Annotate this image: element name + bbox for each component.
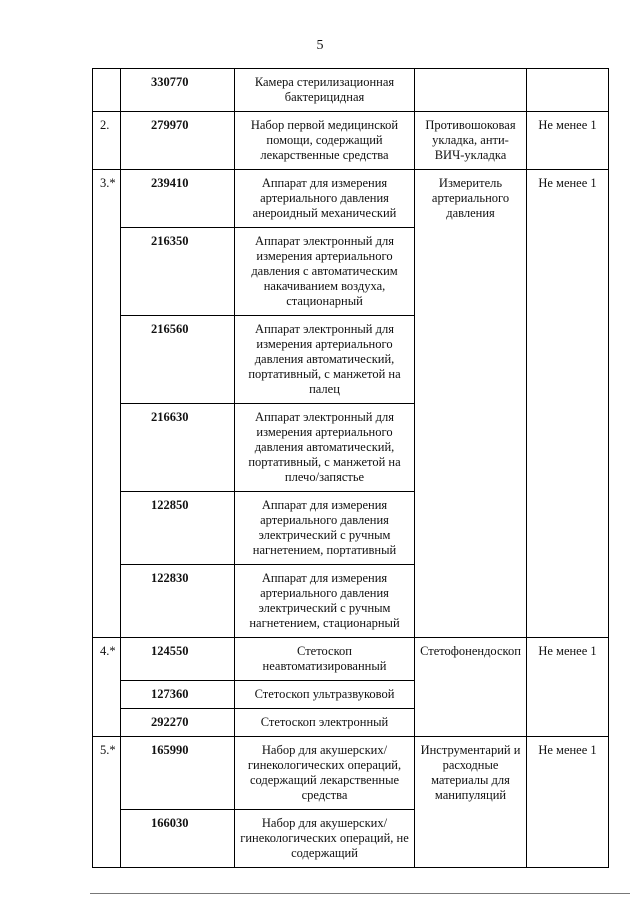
product-name: Аппарат электронный для измерения артериального давления автоматический, портативный, с манжетой на палец — [235, 316, 415, 404]
product-code: 122850 — [121, 492, 235, 565]
product-code: 127360 — [121, 681, 235, 709]
row-number: 2. — [93, 112, 121, 170]
product-code: 279970 — [121, 112, 235, 170]
equipment-table — [92, 68, 609, 868]
product-code: 216630 — [121, 404, 235, 492]
product-code: 166030 — [121, 810, 235, 868]
table-row — [93, 638, 609, 681]
table-row — [93, 170, 609, 228]
quantity — [527, 69, 609, 112]
equipment-group: Стетофонендоскоп — [415, 638, 527, 737]
product-name: Аппарат электронный для измерения артериального давления автоматический, портативный, с манжетой на плечо/запястье — [235, 404, 415, 492]
page-number: 5 — [316, 38, 324, 53]
table-row — [93, 112, 609, 170]
product-code: 122830 — [121, 565, 235, 638]
row-number: 3.* — [93, 170, 121, 638]
product-code: 216560 — [121, 316, 235, 404]
product-name: Аппарат для измерения артериального давления анероидный механический — [235, 170, 415, 228]
row-number: 4.* — [93, 638, 121, 737]
product-code: 165990 — [121, 737, 235, 810]
product-name: Аппарат для измерения артериального давления электрический с ручным нагнетением, стационарный — [235, 565, 415, 638]
table-row — [93, 69, 609, 112]
product-name: Стетоскоп ультразвуковой — [235, 681, 415, 709]
product-name: Набор первой медицинской помощи, содержащий лекарственные средства — [235, 112, 415, 170]
product-code: 292270 — [121, 709, 235, 737]
product-name: Набор для акушерских/гинекологических операций, не содержащий — [235, 810, 415, 868]
product-name: Аппарат для измерения артериального давления электрический с ручным нагнетением, портативный — [235, 492, 415, 565]
product-code: 124550 — [121, 638, 235, 681]
equipment-group: Инструментарий и расходные материалы для манипуляций — [415, 737, 527, 868]
product-name: Аппарат электронный для измерения артериального давления с автоматическим накачиванием воздуха, стационарный — [235, 228, 415, 316]
product-name: Набор для акушерских/гинекологических операций, содержащий лекарственные средства — [235, 737, 415, 810]
quantity: Не менее 1 — [527, 170, 609, 638]
product-name: Стетоскоп неавтоматизированный — [235, 638, 415, 681]
product-name: Камера стерилизационная бактерицидная — [235, 69, 415, 112]
quantity: Не менее 1 — [527, 737, 609, 868]
quantity: Не менее 1 — [527, 638, 609, 737]
quantity: Не менее 1 — [527, 112, 609, 170]
equipment-group: Измеритель артериального давления — [415, 170, 527, 638]
row-number: 5.* — [93, 737, 121, 868]
equipment-group: Противошоковая укладка, анти-ВИЧ-укладка — [415, 112, 527, 170]
page-bottom-line — [90, 893, 630, 894]
product-code: 216350 — [121, 228, 235, 316]
product-name: Стетоскоп электронный — [235, 709, 415, 737]
row-number — [93, 69, 121, 112]
equipment-group — [415, 69, 527, 112]
product-code: 239410 — [121, 170, 235, 228]
product-code: 330770 — [121, 69, 235, 112]
table-row — [93, 737, 609, 810]
